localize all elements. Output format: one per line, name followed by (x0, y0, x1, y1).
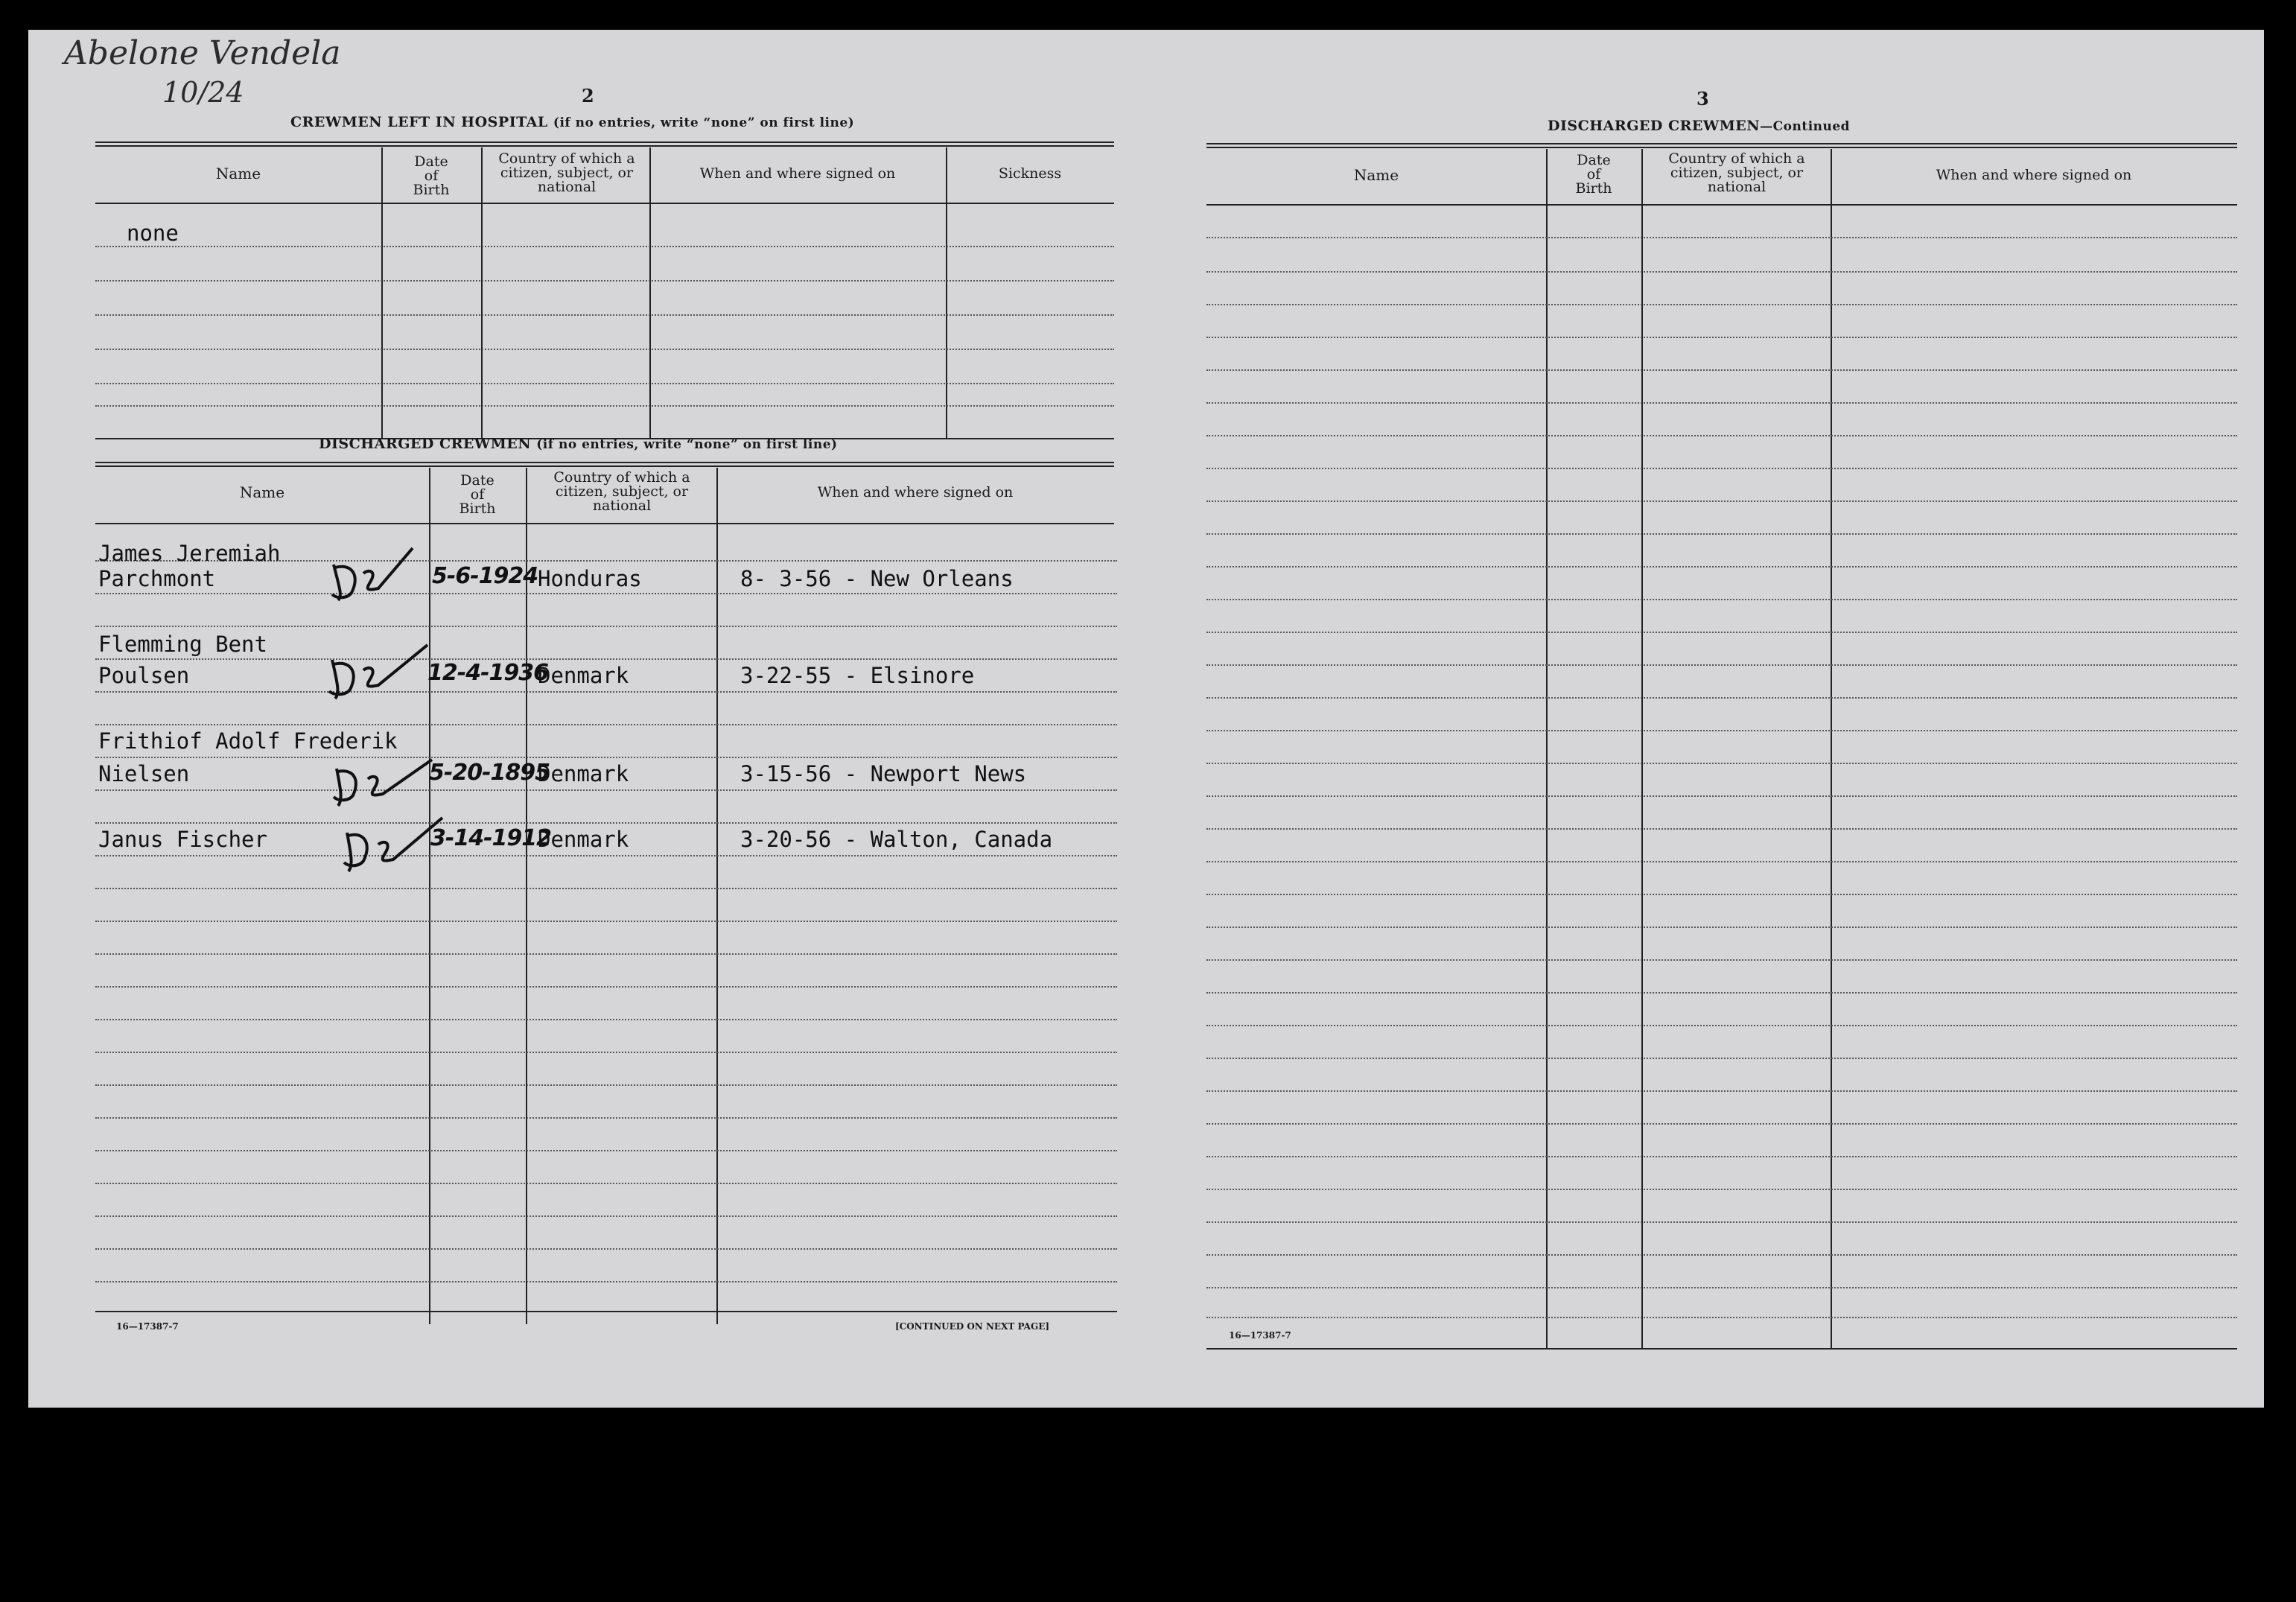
ruled-line (95, 1019, 1117, 1020)
discharged-bottom-rule (95, 1311, 1117, 1312)
divider (526, 468, 527, 1324)
ruled-line (95, 855, 1117, 856)
ruled-line (95, 822, 1117, 824)
ruled-line (95, 953, 1117, 955)
hdr-line: national (537, 179, 597, 195)
ruled-line (95, 986, 1117, 988)
ruled-line (95, 314, 1114, 316)
discharged-header-rule (95, 523, 1114, 524)
ruled-line (1206, 1156, 2237, 1157)
ruled-line (95, 724, 1117, 725)
crew-name: Janus Fischer (98, 827, 267, 852)
discharged-col-name: Name (239, 483, 285, 501)
discharged-col-country (527, 471, 716, 513)
ruled-line (95, 888, 1117, 889)
col-dob (1546, 153, 1641, 196)
ruled-line (1206, 1254, 2237, 1256)
ruled-line (1206, 304, 2237, 305)
crew-dob: 5-20-1895 (429, 760, 550, 786)
discharge-check-mark (319, 536, 416, 603)
ruled-line (95, 658, 1117, 660)
crew-dob: 5-6-1924 (432, 563, 538, 589)
form-code: 16—17387-7 (1229, 1330, 1291, 1341)
hdr-line: Date (460, 472, 495, 489)
ruled-line (1206, 599, 2237, 600)
hospital-top-rule (95, 142, 1114, 147)
table-header-rule (1206, 204, 2237, 206)
ruled-line (1206, 1123, 2237, 1125)
ruled-line (1206, 533, 2237, 535)
hdr-line: national (592, 498, 652, 514)
ruled-line (95, 757, 1117, 758)
ruled-line (1206, 795, 2237, 797)
discharged-continued-title (1548, 118, 1850, 134)
ruled-line (95, 349, 1114, 350)
ruled-line (1206, 861, 2237, 862)
hospital-col-signed: When and where signed on (699, 165, 896, 182)
hdr-line: Date (414, 153, 448, 170)
ruled-line (1206, 1287, 2237, 1288)
ruled-line (1206, 632, 2237, 633)
crew-name-line2: Nielsen (98, 761, 190, 786)
crew-signed: 3-22-55 - Elsinore (740, 663, 975, 688)
crew-name-line1: James Jeremiah (98, 541, 281, 566)
discharged-title-note: (if no entries, write “none” on first line) (536, 437, 838, 452)
hdr-line: of (470, 486, 485, 503)
title-text: DISCHARGED CREWMEN (1548, 118, 1761, 134)
crew-name-line2: Parchmont (98, 566, 216, 591)
divider (1641, 149, 1643, 1350)
hospital-section-title (290, 114, 854, 130)
ruled-line (95, 1052, 1117, 1053)
discharged-top-rule (95, 462, 1114, 467)
hdr-line: of (424, 168, 439, 184)
ruled-line (1206, 402, 2237, 404)
divider (649, 147, 651, 438)
col-signed: When and where signed on (1936, 167, 2132, 183)
hdr-line: Country of which a (1668, 150, 1805, 167)
ruled-line (95, 1084, 1117, 1086)
ruled-line (95, 691, 1117, 693)
ruled-line (1206, 500, 2237, 502)
ruled-line (1206, 468, 2237, 469)
ruled-line (95, 789, 1117, 791)
ruled-line (95, 280, 1114, 282)
continued-note: [CONTINUED ON NEXT PAGE] (895, 1321, 1050, 1332)
ruled-line (1206, 730, 2237, 731)
ruled-line (1206, 894, 2237, 895)
col-country (1643, 152, 1831, 194)
ruled-line (1206, 1221, 2237, 1223)
discharged-col-signed: When and where signed on (817, 484, 1014, 500)
ruled-line (1206, 337, 2237, 338)
page-2 (28, 30, 1145, 1408)
ruled-line (95, 1183, 1117, 1184)
ruled-line (95, 626, 1117, 627)
document-sheet (28, 30, 2264, 1408)
hdr-line: national (1707, 179, 1766, 195)
ruled-line (95, 593, 1117, 594)
divider (481, 147, 483, 438)
hospital-col-sickness: Sickness (998, 165, 1062, 182)
hdr-line: Birth (1575, 180, 1612, 197)
ruled-line (1206, 566, 2237, 568)
discharged-title-text: DISCHARGED CREWMEN (319, 436, 532, 452)
ruled-line (95, 1215, 1117, 1217)
crew-signed: 8- 3-56 - New Orleans (740, 566, 1014, 591)
ruled-line (1206, 1058, 2237, 1059)
hospital-header-rule (95, 203, 1114, 204)
divider (429, 468, 430, 1324)
divider (946, 147, 947, 438)
ruled-line (95, 246, 1114, 247)
ruled-line (1206, 1317, 2237, 1318)
hdr-line: Birth (413, 182, 450, 198)
ruled-line (1206, 697, 2237, 699)
ruled-line (95, 1150, 1117, 1151)
crew-country: Denmark (538, 827, 629, 852)
hdr-line: Country of which a (498, 150, 635, 167)
col-name: Name (1353, 166, 1399, 184)
divider (716, 468, 718, 1324)
hdr-line: citizen, subject, or (555, 483, 689, 500)
crew-dob: 3-14-1912 (430, 825, 552, 851)
hdr-line: citizen, subject, or (500, 165, 634, 181)
hospital-col-dob (381, 155, 481, 197)
hdr-line: Birth (459, 500, 496, 517)
discharged-section-title (319, 436, 838, 452)
ruled-line (1206, 435, 2237, 436)
page-3 (1145, 30, 2264, 1408)
crew-name-line1: Frithiof Adolf Frederik (98, 728, 398, 754)
hdr-line: citizen, subject, or (1670, 165, 1804, 181)
page-number: 2 (582, 85, 594, 107)
crew-dob: 12-4-1936 (427, 660, 549, 686)
ruled-line (1206, 369, 2237, 371)
page-number: 3 (1696, 88, 1709, 109)
crew-signed: 3-15-56 - Newport News (740, 761, 1027, 786)
hdr-line: Country of which a (553, 469, 690, 486)
crew-country: Honduras (538, 566, 642, 591)
ruled-line (1206, 828, 2237, 830)
ruled-line (95, 1281, 1117, 1282)
crew-name-line1: Flemming Bent (98, 632, 267, 657)
ruled-line (1206, 271, 2237, 273)
vessel-annotation: Abelone Vendela (64, 34, 341, 72)
annotation-number: 10/24 (162, 76, 244, 109)
ruled-line (95, 1117, 1117, 1119)
hdr-line: Date (1577, 152, 1611, 168)
hdr-line: of (1586, 166, 1601, 182)
ruled-line (1206, 1090, 2237, 1092)
ruled-line (95, 921, 1117, 922)
discharge-check-mark (326, 807, 445, 874)
discharge-check-mark (316, 752, 435, 812)
crew-name-line2: Poulsen (98, 663, 190, 688)
ruled-line (1206, 926, 2237, 928)
crew-country: Denmark (538, 663, 629, 688)
crew-country: Denmark (538, 761, 629, 786)
ruled-line (95, 1248, 1117, 1250)
hospital-col-country (484, 152, 649, 194)
hospital-title-note: (if no entries, write “none” on first line) (553, 115, 855, 130)
ruled-line (1206, 763, 2237, 764)
discharged-col-dob (429, 474, 526, 516)
discharge-check-mark (311, 630, 430, 705)
divider (1546, 149, 1548, 1350)
ruled-line (95, 383, 1114, 384)
table-bottom-rule (1206, 1348, 2237, 1350)
ruled-line (1206, 664, 2237, 666)
divider (1831, 149, 1832, 1350)
ruled-line (1206, 1025, 2237, 1026)
hospital-title-text: CREWMEN LEFT IN HOSPITAL (290, 114, 548, 130)
table-top-rule (1206, 143, 2237, 148)
ruled-line (1206, 959, 2237, 961)
form-code: 16—17387-7 (116, 1321, 179, 1332)
hospital-col-name: Name (215, 165, 261, 182)
ruled-line (1206, 992, 2237, 994)
hospital-entry-none: none (127, 220, 179, 246)
crew-signed: 3-20-56 - Walton, Canada (740, 827, 1053, 852)
ruled-line (1206, 1189, 2237, 1190)
ruled-line (95, 405, 1114, 407)
title-continued: —Continued (1760, 119, 1851, 134)
ruled-line (1206, 237, 2237, 238)
